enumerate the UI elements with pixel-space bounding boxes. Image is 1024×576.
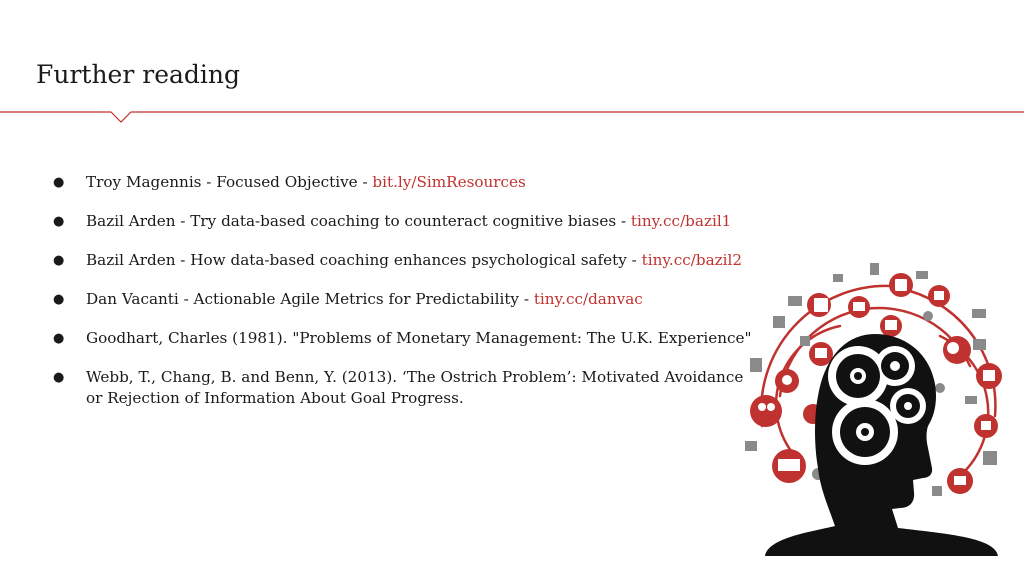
reference-text: Dan Vacanti - Actionable Agile Metrics for Predictability - — [86, 290, 534, 308]
bullet-icon: ● — [53, 292, 65, 307]
bullet-icon: ● — [53, 331, 65, 346]
reference-text: Webb, T., Chang, B. and Benn, Y. (2013). ‘The Ostrich Problem’: Motivated Avoidance or Rejection of Information About Goal Progress. — [86, 368, 744, 407]
reference-item — [36, 172, 756, 193]
reference-text: Bazil Arden - How data-based coaching enhances psychological safety - — [86, 251, 642, 269]
bullet-icon: ● — [53, 370, 65, 385]
reference-item — [36, 328, 756, 349]
reference-text: Goodhart, Charles (1981). "Problems of Monetary Management: The U.K. Experience" — [86, 329, 752, 347]
reference-item — [36, 367, 756, 409]
reference-link[interactable]: tiny.cc/danvac — [533, 290, 643, 308]
bullet-icon: ● — [53, 253, 65, 268]
reference-item — [36, 289, 756, 310]
reference-link[interactable]: tiny.cc/bazil2 — [641, 251, 743, 269]
reference-link[interactable]: tiny.cc/bazil1 — [630, 212, 732, 230]
head-with-gears-illustration — [740, 256, 1010, 556]
reference-item — [36, 211, 756, 232]
bullet-icon: ● — [53, 175, 65, 190]
reference-text: Troy Magennis - Focused Objective - — [86, 173, 373, 191]
reference-link[interactable]: bit.ly/SimResources — [372, 173, 526, 191]
reference-text: Bazil Arden - Try data-based coaching to counteract cognitive biases - — [86, 212, 631, 230]
reference-item — [36, 250, 756, 271]
bullet-icon: ● — [53, 214, 65, 229]
slide-title: Further reading — [36, 60, 240, 89]
reference-list — [36, 172, 756, 427]
